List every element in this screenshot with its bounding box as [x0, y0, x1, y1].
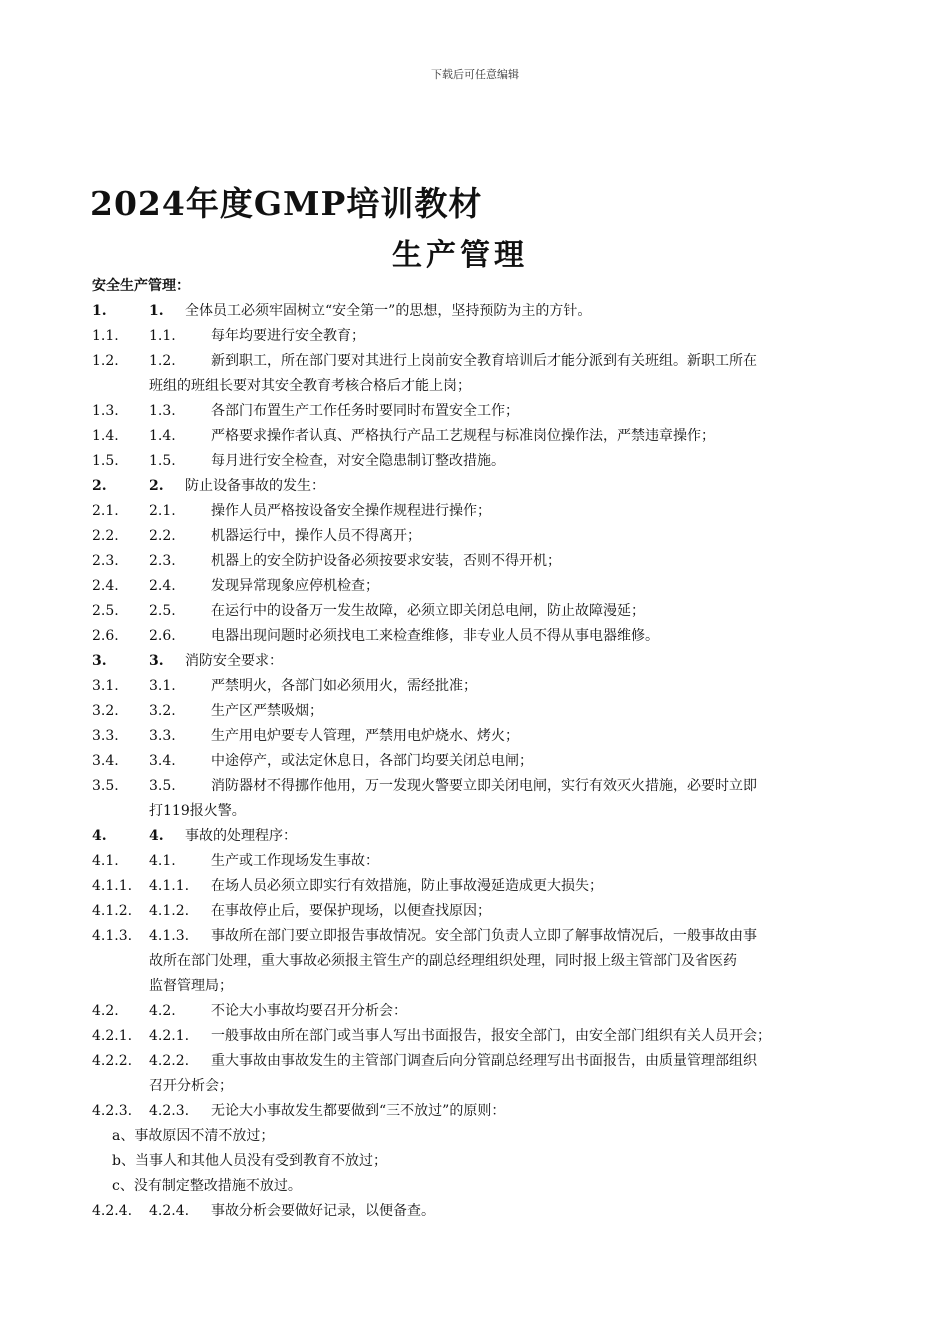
item-number: 1.2. — [92, 353, 119, 369]
item-number: 4.2.1. — [92, 1028, 133, 1044]
list-item — [92, 674, 882, 699]
item-number-repeat: 4.2. — [149, 1003, 176, 1019]
item-text: 不论大小事故均要召开分析会： — [211, 1003, 407, 1019]
item-text: 在运行中的设备万一发生故障，必须立即关闭总电闸，防止故障漫延； — [211, 603, 645, 619]
item-number: 2.2. — [92, 528, 119, 544]
item-number-repeat: 1.1. — [149, 328, 176, 344]
item-number: 2.1. — [92, 503, 119, 519]
list-item — [92, 924, 882, 949]
item-text: 全体员工必须牢固树立“安全第一”的思想，坚持预防为主的方针。 — [185, 303, 592, 319]
item-text-continued: 班组的班组长要对其安全教育考核合格后才能上岗； — [149, 378, 471, 394]
item-text: 重大事故由事故发生的主管部门调查后向分管副总经理写出书面报告，由质量管理部组织 — [211, 1053, 757, 1069]
item-number-repeat: 2.1. — [149, 503, 176, 519]
item-number-repeat: 2.5. — [149, 603, 176, 619]
item-text: 在场人员必须立即实行有效措施，防止事故漫延造成更大损失； — [211, 878, 603, 894]
item-number-repeat: 1. — [149, 303, 164, 319]
item-text: 操作人员严格按设备安全操作规程进行操作； — [211, 503, 491, 519]
list-item — [92, 349, 882, 374]
item-number-repeat: 3.3. — [149, 728, 176, 744]
item-number-repeat: 1.4. — [149, 428, 176, 444]
item-number: 3.1. — [92, 678, 119, 694]
item-number-repeat: 3.4. — [149, 753, 176, 769]
list-item — [92, 424, 882, 449]
item-number: 1.4. — [92, 428, 119, 444]
item-number-repeat: 4.2.4. — [149, 1203, 190, 1219]
item-number: 4.1.2. — [92, 903, 133, 919]
item-text-continued: 打119报火警。 — [149, 803, 246, 819]
item-text: 事故的处理程序： — [185, 828, 297, 844]
item-number-repeat: 4.2.2. — [149, 1053, 190, 1069]
list-item — [92, 324, 882, 349]
list-item — [92, 599, 882, 624]
sub-list-item: c、没有制定整改措施不放过。 — [112, 1178, 302, 1194]
item-text: 机器运行中，操作人员不得离开； — [211, 528, 421, 544]
document-subtitle: 生产管理 — [392, 238, 528, 273]
item-number-repeat: 2.3. — [149, 553, 176, 569]
item-text: 事故所在部门要立即报告事故情况。安全部门负责人立即了解事故情况后，一般事故由事 — [211, 928, 757, 944]
item-list — [92, 299, 882, 1224]
item-number: 2.4. — [92, 578, 119, 594]
item-number-repeat: 4. — [149, 828, 164, 844]
page-header: 下载后可任意编辑 — [431, 68, 519, 81]
item-number: 4.2.2. — [92, 1053, 133, 1069]
list-item — [92, 474, 882, 499]
document-body — [92, 274, 882, 1224]
document-title: 2024年度GMP培训教材 — [90, 184, 483, 223]
item-number-repeat: 3. — [149, 653, 164, 669]
item-number: 1.3. — [92, 403, 119, 419]
item-number-repeat: 4.1.2. — [149, 903, 190, 919]
item-number-repeat: 2.4. — [149, 578, 176, 594]
item-text: 生产用电炉要专人管理，严禁用电炉烧水、烤火； — [211, 728, 519, 744]
item-text-continued: 故所在部门处理，重大事故必须报主管生产的副总经理组织处理，同时报上级主管部门及省医药 — [149, 953, 737, 969]
item-number: 3.4. — [92, 753, 119, 769]
item-number-repeat: 3.1. — [149, 678, 176, 694]
sub-list-item: b、当事人和其他人员没有受到教育不放过； — [112, 1153, 387, 1169]
item-number-repeat: 1.2. — [149, 353, 176, 369]
item-text: 一般事故由所在部门或当事人写出书面报告，报安全部门，由安全部门组织有关人员开会； — [211, 1028, 771, 1044]
item-number: 2. — [92, 478, 107, 494]
item-text: 无论大小事故发生都要做到“三不放过”的原则： — [211, 1103, 506, 1119]
list-item — [92, 724, 882, 749]
list-item — [92, 1099, 882, 1124]
item-number-repeat: 3.5. — [149, 778, 176, 794]
item-number: 4.2. — [92, 1003, 119, 1019]
item-number: 4.2.3. — [92, 1103, 133, 1119]
list-item — [92, 1199, 882, 1224]
list-item — [92, 1024, 882, 1049]
item-text: 各部门布置生产工作任务时要同时布置安全工作； — [211, 403, 519, 419]
list-item — [92, 824, 882, 849]
item-number-repeat: 1.3. — [149, 403, 176, 419]
item-text: 严禁明火，各部门如必须用火，需经批准； — [211, 678, 477, 694]
item-text: 每年均要进行安全教育； — [211, 328, 365, 344]
list-item — [92, 399, 882, 424]
item-number-repeat: 4.1. — [149, 853, 176, 869]
item-number: 3.3. — [92, 728, 119, 744]
item-text: 防止设备事故的发生： — [185, 478, 325, 494]
item-number: 4.1. — [92, 853, 119, 869]
list-item — [92, 874, 882, 899]
item-text: 生产区严禁吸烟； — [211, 703, 323, 719]
item-text: 每月进行安全检查，对安全隐患制订整改措施。 — [211, 453, 505, 469]
list-item — [92, 449, 882, 474]
item-number-repeat: 2.2. — [149, 528, 176, 544]
list-item — [92, 499, 882, 524]
item-text: 在事故停止后，要保护现场，以便查找原因； — [211, 903, 491, 919]
list-item — [92, 849, 882, 874]
item-number: 1. — [92, 303, 107, 319]
item-number: 1.5. — [92, 453, 119, 469]
list-item — [92, 549, 882, 574]
item-text-continued: 召开分析会； — [149, 1078, 233, 1094]
item-number: 4. — [92, 828, 107, 844]
item-number-repeat: 2.6. — [149, 628, 176, 644]
item-number: 4.1.1. — [92, 878, 133, 894]
item-number-repeat: 4.1.3. — [149, 928, 190, 944]
list-item — [92, 699, 882, 724]
item-text: 消防器材不得挪作他用，万一发现火警要立即关闭电闸，实行有效灭火措施，必要时立即 — [211, 778, 757, 794]
list-item — [92, 899, 882, 924]
list-item — [92, 749, 882, 774]
item-number: 3. — [92, 653, 107, 669]
sub-list-item: a、事故原因不清不放过； — [112, 1128, 275, 1144]
list-item — [92, 649, 882, 674]
item-number: 2.3. — [92, 553, 119, 569]
item-text: 中途停产，或法定休息日，各部门均要关闭总电闸； — [211, 753, 533, 769]
list-item — [92, 524, 882, 549]
list-item — [92, 774, 882, 799]
item-number: 2.6. — [92, 628, 119, 644]
item-number-repeat: 4.2.3. — [149, 1103, 190, 1119]
item-number: 2.5. — [92, 603, 119, 619]
item-number-repeat: 2. — [149, 478, 164, 494]
list-item — [92, 574, 882, 599]
item-text-continued: 监督管理局； — [149, 978, 233, 994]
list-item — [92, 624, 882, 649]
item-number: 4.1.3. — [92, 928, 133, 944]
item-number: 3.2. — [92, 703, 119, 719]
item-text: 发现异常现象应停机检查； — [211, 578, 379, 594]
item-text: 新到职工，所在部门要对其进行上岗前安全教育培训后才能分派到有关班组。新职工所在 — [211, 353, 757, 369]
item-number: 4.2.4. — [92, 1203, 133, 1219]
item-number: 3.5. — [92, 778, 119, 794]
item-number-repeat: 3.2. — [149, 703, 176, 719]
item-text: 电器出现问题时必须找电工来检查维修，非专业人员不得从事电器维修。 — [211, 628, 659, 644]
section-heading: 安全生产管理： — [92, 278, 190, 294]
item-text: 生产或工作现场发生事故： — [211, 853, 379, 869]
item-number-repeat: 1.5. — [149, 453, 176, 469]
item-number-repeat: 4.2.1. — [149, 1028, 190, 1044]
item-text: 机器上的安全防护设备必须按要求安装，否则不得开机； — [211, 553, 561, 569]
item-number-repeat: 4.1.1. — [149, 878, 190, 894]
item-text: 严格要求操作者认真、严格执行产品工艺规程与标准岗位操作法，严禁违章操作； — [211, 428, 715, 444]
list-item — [92, 999, 882, 1024]
list-item — [92, 299, 882, 324]
item-text: 事故分析会要做好记录，以便备查。 — [211, 1203, 435, 1219]
list-item — [92, 1049, 882, 1074]
item-number: 1.1. — [92, 328, 119, 344]
item-text: 消防安全要求： — [185, 653, 283, 669]
